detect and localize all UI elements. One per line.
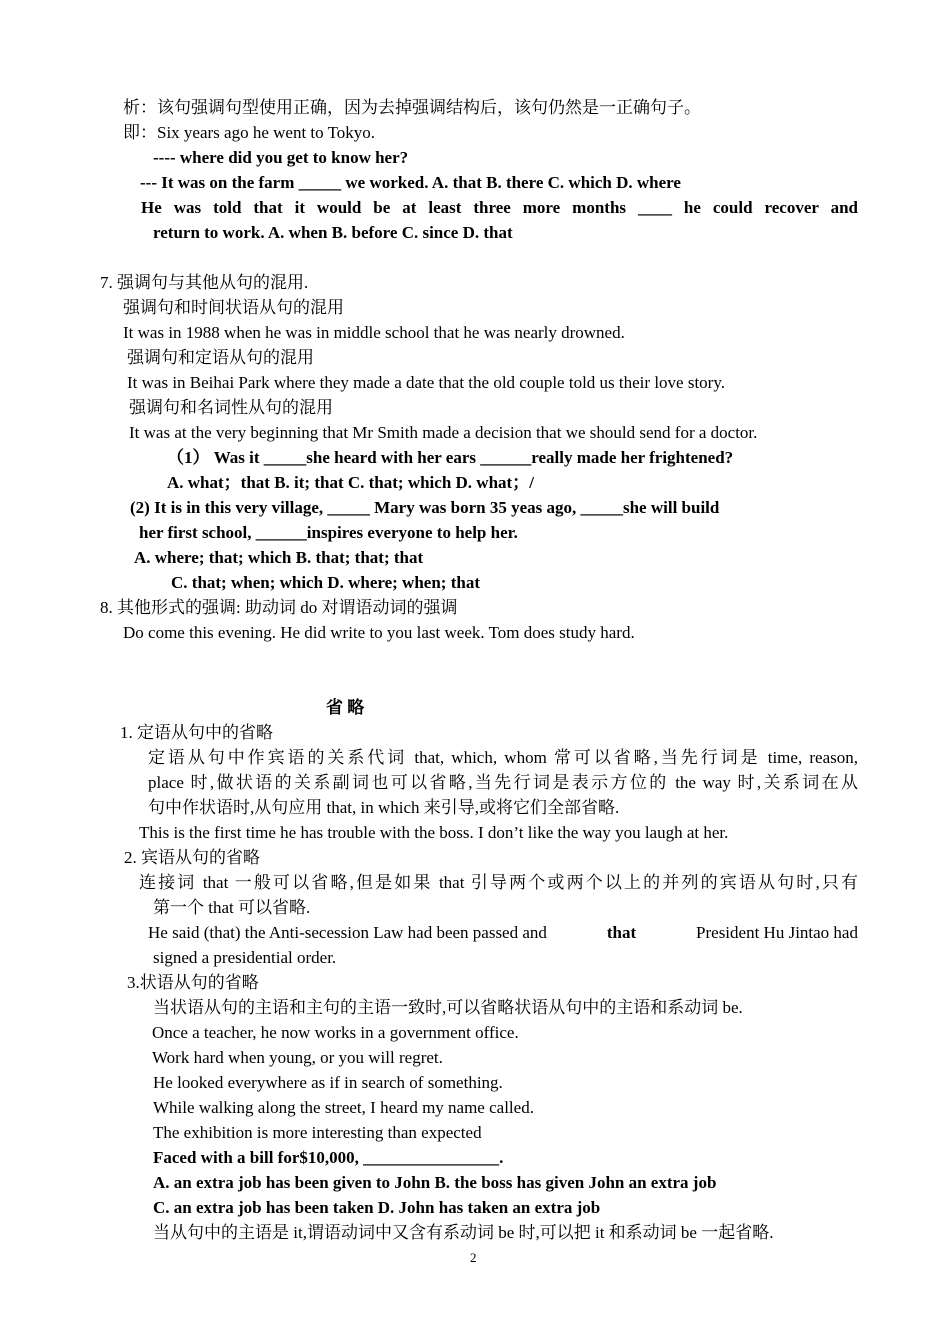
question-options: C. an extra job has been taken D. John has taken an extra job [153,1198,601,1217]
example-line: Work hard when young, or you will regret. [152,1048,443,1067]
example-line: He looked everywhere as if in search of something. [153,1073,503,1092]
question-options: C. that; when; which D. where; when; that [171,573,480,592]
section-heading: 1. 定语从句中的省略 [120,723,273,742]
subheading: 强调句和时间状语从句的混用 [123,298,344,317]
section-heading: 8. 其他形式的强调: 助动词 do 对谓语动词的强调 [100,598,458,617]
question-options: A. an extra job has been given to John B. the boss has given John an extra job [153,1173,717,1192]
example-line: It was in Beihai Park where they made a date that the old couple told us their love story. [127,373,725,392]
example-line: This is the first time he has trouble with the boss. I don’t like the way you laugh at her. [139,823,729,842]
example-line: It was in 1988 when he was in middle school that he was nearly drowned. [123,323,625,342]
example-line: It was at the very beginning that Mr Smith made a decision that we should send for a doctor. [129,423,758,442]
body-text: 连接词 that 一般可以省略,但是如果 that 引导两个或两个以上的并列的宾语从句时,只有 [139,873,858,892]
example-text: President Hu Jintao had [691,923,858,942]
body-text: 当从句中的主语是 it,谓语动词中又含有系动词 be 时,可以把 it 和系动词 be 一起省略. [153,1223,774,1242]
question-line: --- It was on the farm _____ we worked. A. that B. there C. which D. where [140,173,681,192]
section-heading: 3.状语从句的省略 [127,973,259,992]
question-line: He was told that it would be at least three more months ____ he could recover and [141,198,858,217]
body-text: place 时,做状语的关系副词也可以省略,当先行词是表示方位的 the way 时,关系词在从 [148,773,858,792]
question-line: Faced with a bill for$10,000, ________________. [153,1148,504,1167]
question-options: A. what；that B. it; that C. that; which D. what；/ [167,473,534,492]
section-heading: 2. 宾语从句的省略 [124,848,260,867]
question-line: （1） Was it _____she heard with her ears ______really made her frightened? [167,448,734,467]
analysis-line: 析：该句强调句型使用正确，因为去掉强调结构后，该句仍然是一正确句子。 [123,98,701,117]
example-line: 即：Six years ago he went to Tokyo. [123,123,376,142]
question-options: A. where; that; which B. that; that; that [134,548,424,567]
example-line: signed a presidential order. [153,948,337,967]
example-line: Once a teacher, he now works in a government office. [152,1023,519,1042]
question-options: return to work. A. when B. before C. since D. that [153,223,513,242]
subheading: 强调句和名词性从句的混用 [129,398,333,417]
question-line: (2) It is in this very village, _____ Mary was born 35 yeas ago, _____she will build [130,498,720,517]
example-line: While walking along the street, I heard my name called. [153,1098,534,1117]
body-text: 第一个 that 可以省略. [153,898,311,917]
body-text: 句中作状语时,从句应用 that, in which 来引导,或将它们全部省略. [148,798,620,817]
example-line: The exhibition is more interesting than expected [153,1123,482,1142]
body-text: 定语从句中作宾语的关系代词 that, which, whom 常可以省略,当先行词是 time, reason, [148,748,858,767]
chapter-title: 省 略 [326,698,365,717]
example-text: He said (that) the Anti-secession Law had been passed and [148,923,552,942]
question-line: ---- where did you get to know her? [153,148,409,167]
emphasized-word: that [606,923,637,942]
body-text: 当状语从句的主语和主句的主语一致时,可以省略状语从句中的主语和系动词 be. [153,998,743,1017]
example-line: Do come this evening. He did write to you last week. Tom does study hard. [123,623,635,642]
page-number: 2 [470,1250,477,1265]
example-line [148,922,858,944]
subheading: 强调句和定语从句的混用 [127,348,314,367]
question-line: her first school, ______inspires everyone to help her. [139,523,518,542]
section-heading: 7. 强调句与其他从句的混用. [100,273,309,292]
